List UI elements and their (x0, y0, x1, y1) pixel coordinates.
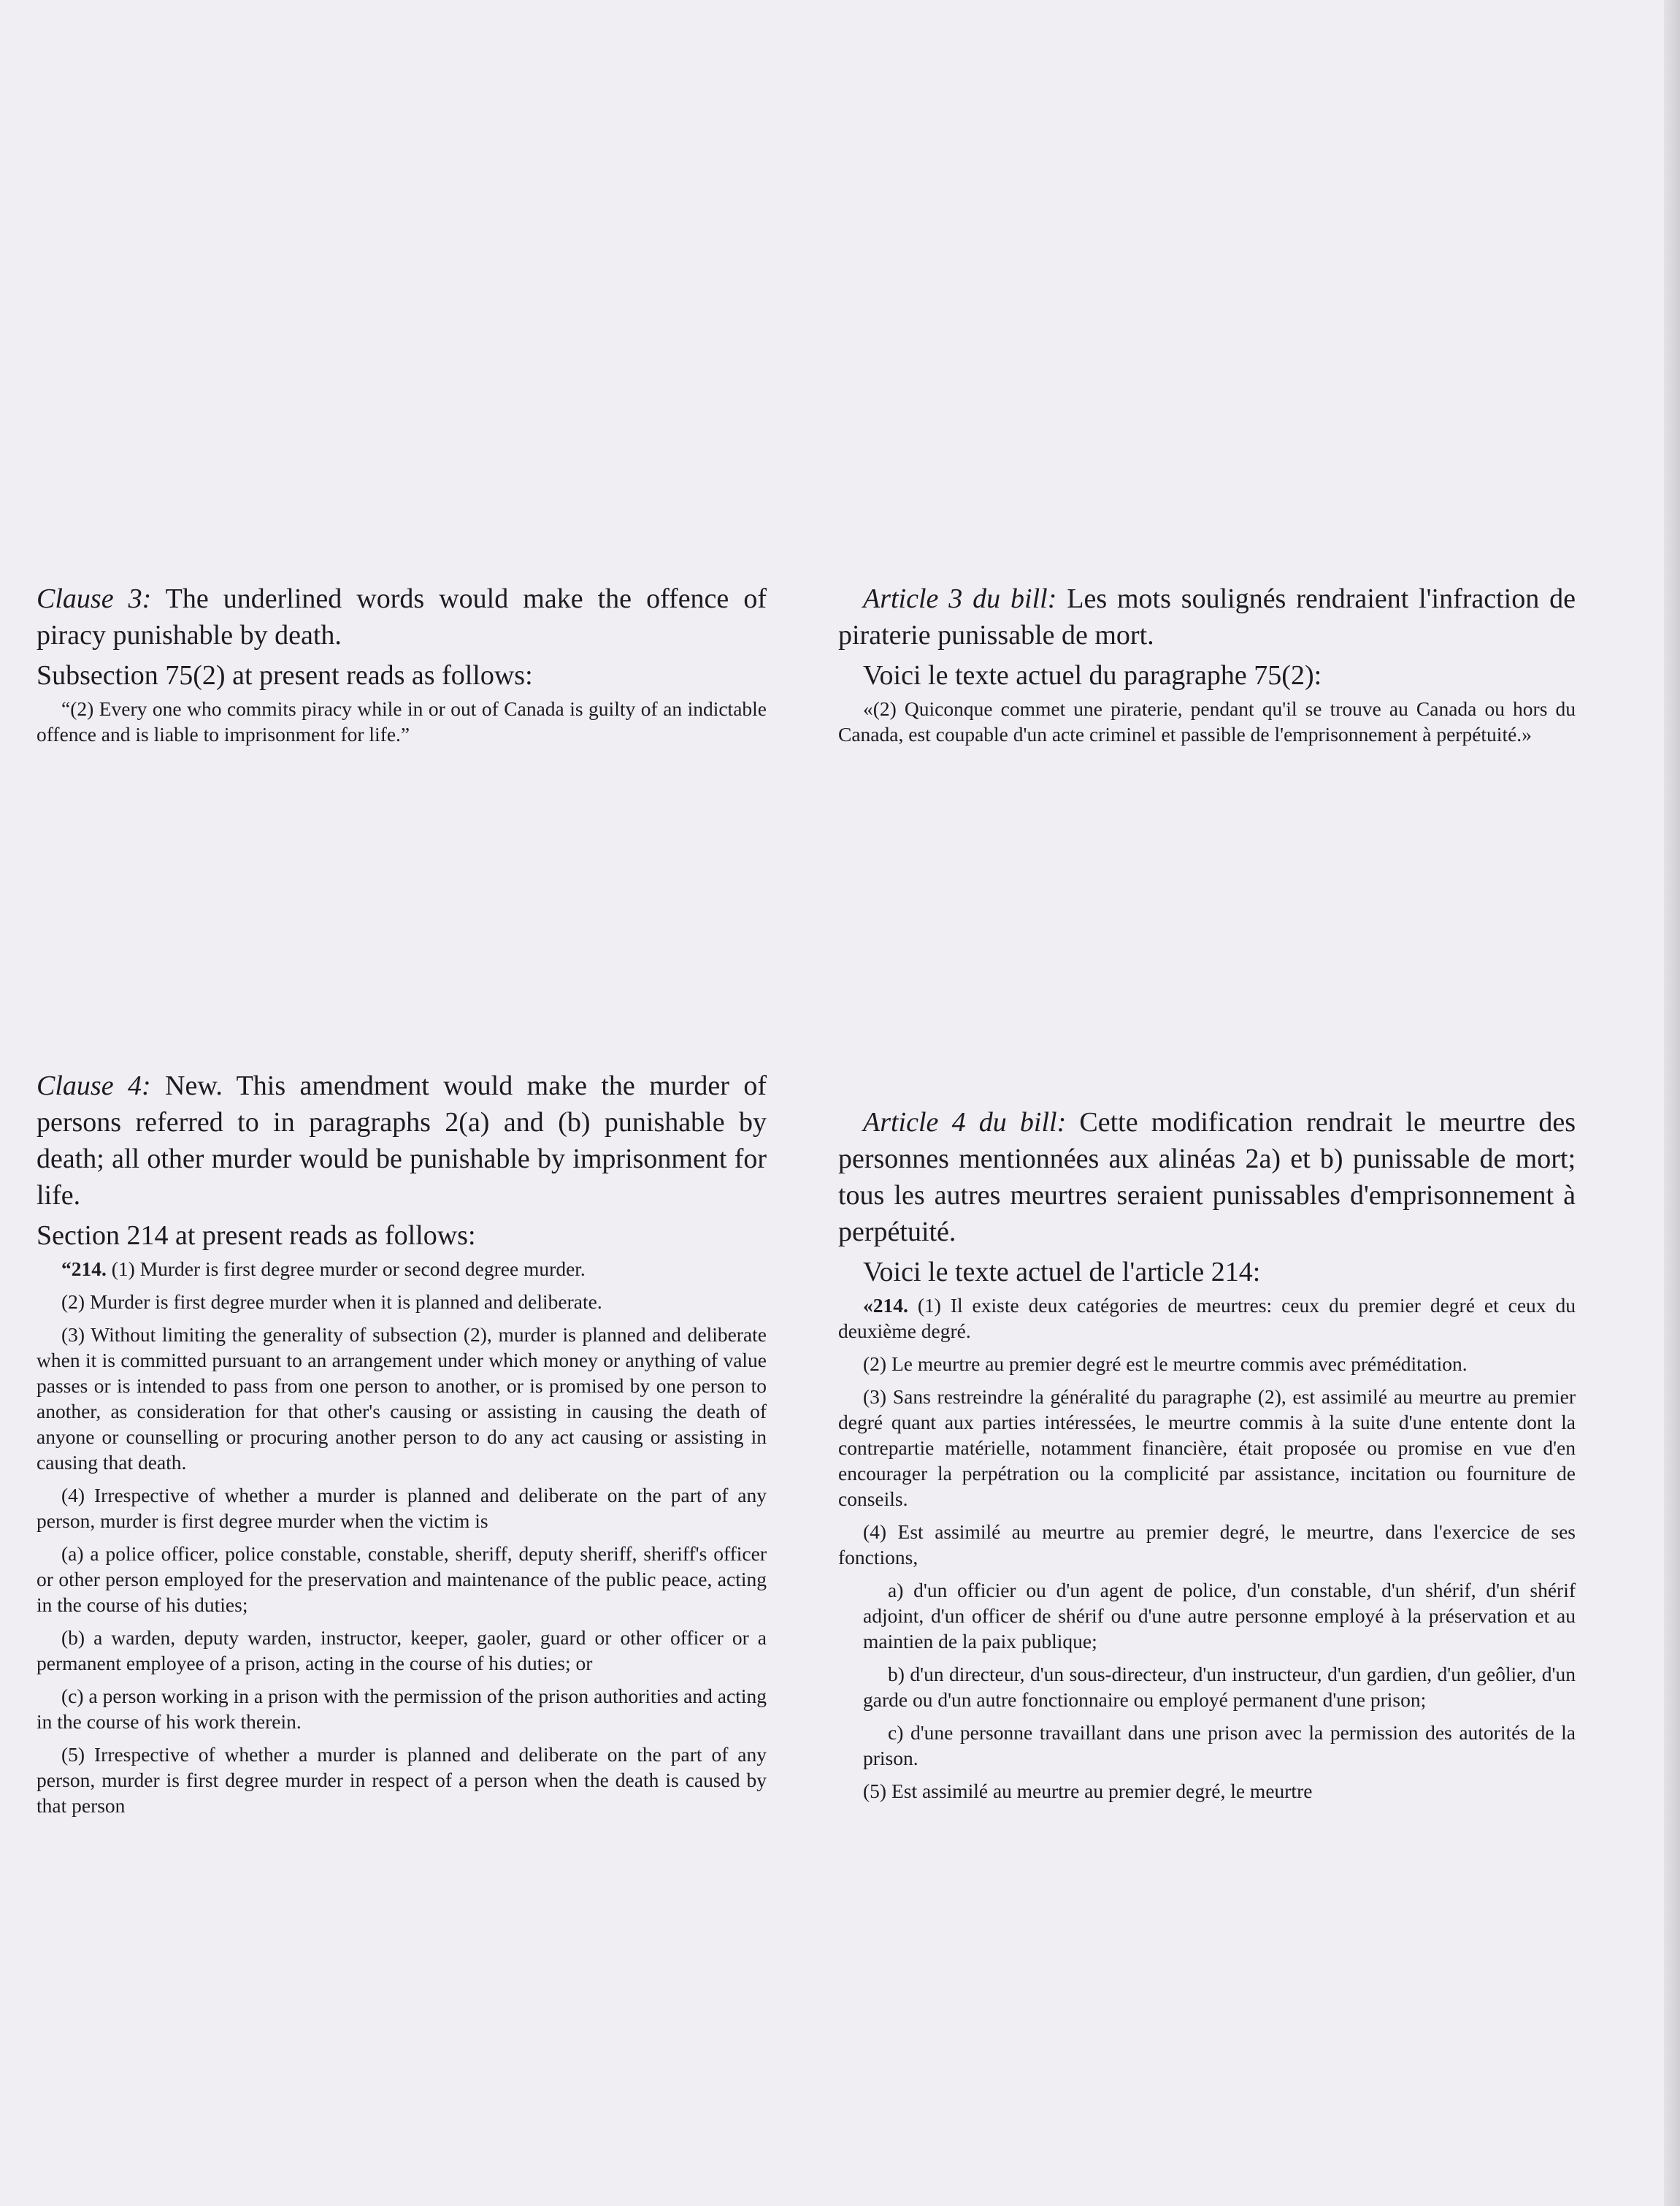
article-214-4a: a) d'un officier ou d'un agent de police, d'un constable, d'un shérif, d'un shérif adjoint, d'un officer de shérif ou d'une autre personne employé à la préservation et au maintien de la paix publique; (863, 1579, 1576, 1652)
clause-3-quote: “(2) Every one who commits piracy while in or out of Canada is guilty of an indictable offence and is liable to imprisonment for life.” (37, 697, 767, 746)
article-4-note (838, 1104, 1576, 1811)
article-4-label: Article 4 du bill: (863, 1107, 1067, 1138)
article-214-2: (2) Le meurtre au premier degré est le meurtre commis avec préméditation. (863, 1352, 1468, 1375)
article-3-intro: Voici le texte actuel du paragraphe 75(2): (863, 660, 1322, 691)
article-214-number: «214. (863, 1294, 908, 1317)
article-214-5: (5) Est assimilé au meurtre au premier degré, le meurtre (863, 1780, 1313, 1802)
article-3-label: Article 3 du bill: (863, 583, 1057, 614)
article-4-text: Cette modification rendrait le meurtre des personnes mentionnées aux alinéas 2a) et b) punissable de mort; tous les autres meurtres seraient punissables d'emprisonnement à perpétuité. (838, 1107, 1576, 1247)
article-3-note (838, 581, 1576, 754)
clause-4-intro: Section 214 at present reads as follows: (37, 1220, 476, 1251)
section-214-1-text: (1) Murder is first degree murder or second degree murder. (106, 1257, 586, 1280)
section-214-2: (2) Murder is first degree murder when it is planned and deliberate. (61, 1290, 602, 1313)
article-3-heading (838, 581, 1576, 654)
article-4-heading (838, 1104, 1576, 1250)
page-edge (1664, 0, 1680, 2206)
section-214-4a: (a) a police officer, police constable, constable, sheriff, deputy sheriff, sheriff's officer or other person employed for the preservation and maintenance of the public peace, acting in the course of his duties; (37, 1542, 767, 1616)
clause-3-intro: Subsection 75(2) at present reads as follows: (37, 660, 533, 691)
article-3-text: Les mots soulignés rendraient l'infraction de piraterie punissable de mort. (838, 583, 1576, 651)
section-214-4c: (c) a person working in a prison with the permission of the prison authorities and acting in the course of his work therein. (37, 1685, 767, 1733)
section-214-number: “214. (61, 1257, 107, 1280)
clause-4-label: Clause 4: (37, 1071, 151, 1101)
section-214-5: (5) Irrespective of whether a murder is planned and deliberate on the part of any person, murder is first degree murder in respect of a person when the death is caused by that person (37, 1743, 767, 1817)
clause-4-heading (37, 1068, 767, 1214)
clause-3-text: The underlined words would make the offence of piracy punishable by death. (37, 583, 767, 651)
article-214-1 (838, 1292, 1576, 1344)
article-214-4b: b) d'un directeur, d'un sous-directeur, d'un instructeur, d'un gardien, d'un geôlier, d'un garde ou d'un autre fonctionnaire ou employé permanent d'une prison; (863, 1663, 1576, 1711)
article-214-4c: c) d'une personne travaillant dans une prison avec la permission des autorités de la prison. (863, 1721, 1576, 1769)
article-214-4: (4) Est assimilé au meurtre au premier degré, le meurtre, dans l'exercice de ses fonctions, (838, 1520, 1576, 1569)
clause-4-text: New. This amendment would make the murder of persons referred to in paragraphs 2(a) and (b) punishable by death; all other murder would be punishable by imprisonment for life. (37, 1071, 767, 1211)
article-214-3: (3) Sans restreindre la généralité du paragraphe (2), est assimilé au meurtre au premier degré quant aux parties intéressées, le meurtre commis à la suite d'une entente dont la contrepartie matérielle, notamment financière, était proposée ou promise en vue d'en encourager la perpétration ou la complicité par assistance, incitation ou fourniture de conseils. (838, 1385, 1576, 1510)
section-214-1 (37, 1256, 767, 1282)
clause-3-label: Clause 3: (37, 583, 152, 614)
section-214-4b: (b) a warden, deputy warden, instructor, keeper, gaoler, guard or other officer or a permanent employee of a prison, acting in the course of his duties; or (37, 1626, 767, 1674)
clause-4-note (37, 1068, 767, 1826)
section-214-3: (3) Without limiting the generality of subsection (2), murder is planned and deliberate when it is committed pursuant to an arrangement under which money or anything of value passes or is intended to pass from one person to another, or is promised by one person to another, as consideration for that other's causing or assisting in causing the death of anyone or counselling or procuring another person to do any act causing or assisting in causing that death. (37, 1323, 767, 1474)
article-4-intro: Voici le texte actuel de l'article 214: (863, 1257, 1261, 1287)
clause-3-heading (37, 581, 767, 654)
section-214-4: (4) Irrespective of whether a murder is planned and deliberate on the part of any person, murder is first degree murder when the victim is (37, 1484, 767, 1532)
article-214-1-text: (1) Il existe deux catégories de meurtres: ceux du premier degré et ceux du deuxième degré. (838, 1294, 1576, 1342)
article-3-quote: «(2) Quiconque commet une piraterie, pendant qu'il se trouve au Canada ou hors du Canada, est coupable d'un acte criminel et passible de l'emprisonnement à perpétuité.» (838, 697, 1576, 746)
clause-3-note (37, 581, 767, 754)
